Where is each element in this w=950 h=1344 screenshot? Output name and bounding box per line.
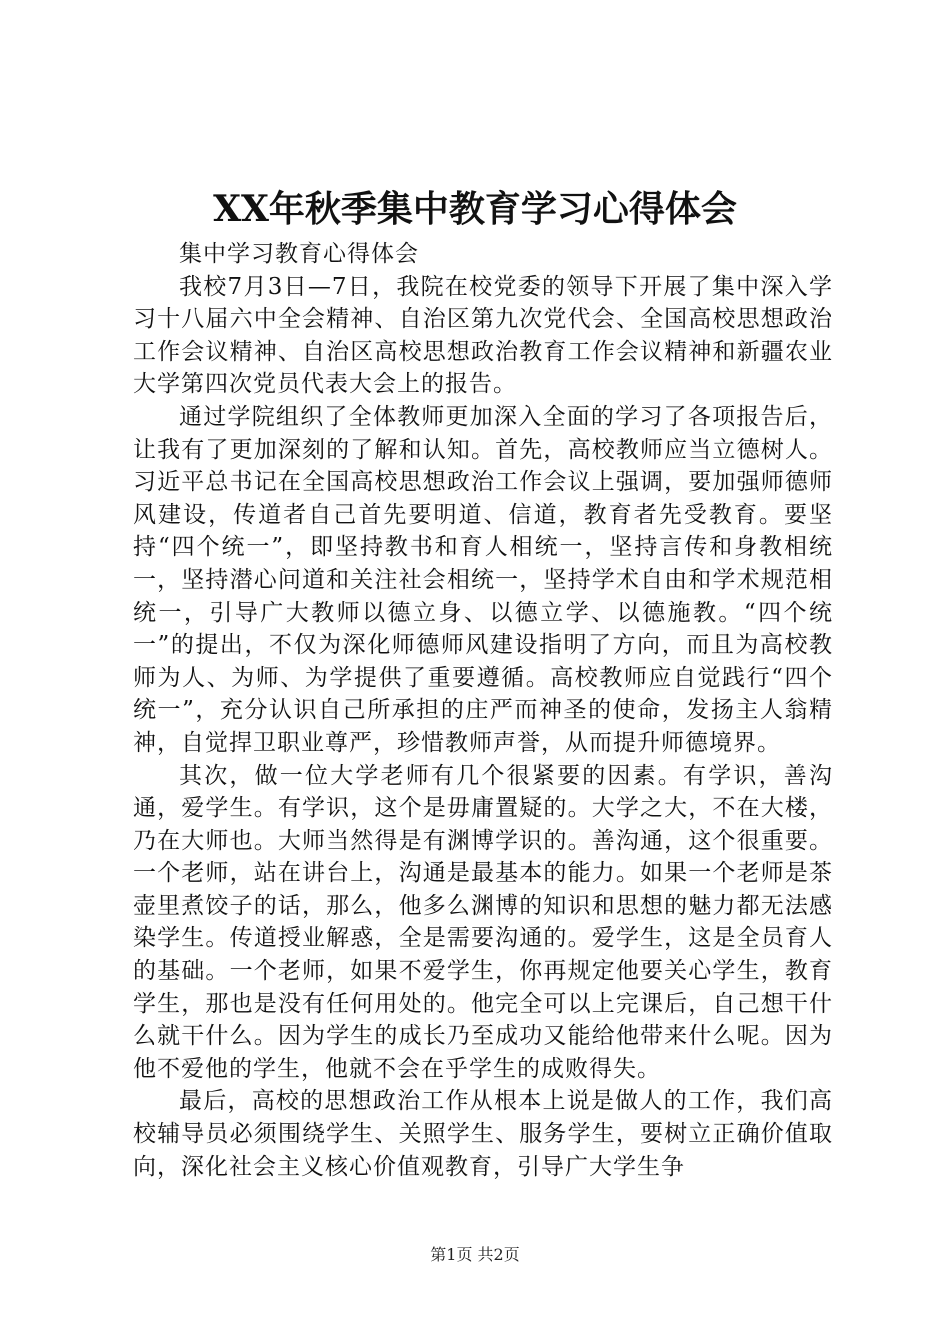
- document-body: [133, 238, 833, 1183]
- document-title: XX年秋季集中教育学习心得体会: [213, 188, 737, 230]
- paragraph-first-point: 通过学院组织了全体教师更加深入全面的学习了各项报告后，让我有了更加深刻的了解和认知。首先，高校教师应当立德树人。习近平总书记在全国高校思想政治工作会议上强调，要加强师德师风建设，传道者自己首先要明道、信道，教育者先受教育。要坚持“四个统一”，即坚持教书和育人相统一，坚持言传和身教相统一，坚持潜心问道和关注社会相统一，坚持学术自由和学术规范相统一，引导广大教师以德立身、以德立学、以德施教。“四个统一”的提出，不仅为深化师德师风建设指明了方向，而且为高校教师为人、为师、为学提供了重要遵循。高校教师应自觉践行“四个统一”，充分认识自己所承担的庄严而神圣的使命，发扬主人翁精神，自觉捍卫职业尊严，珍惜教师声誉，从而提升师德境界。: [133, 403, 833, 756]
- paragraph-second-point: 其次，做一位大学老师有几个很紧要的因素。有学识，善沟通，爱学生。有学识，这个是毋庸置疑的。大学之大，不在大楼，乃在大师也。大师当然得是有渊博学识的。善沟通，这个很重要。一个老师，站在讲台上，沟通是最基本的能力。如果一个老师是茶壶里煮饺子的话，那么，他多么渊博的知识和思想的魅力都无法感染学生。传道授业解惑，全是需要沟通的。爱学生，这是全员育人的基础。一个老师，如果不爱学生，你再规定他要关心学生，教育学生，那也是没有任何用处的。他完全可以上完课后，自己想干什么就干什么。因为学生的成长乃至成功又能给他带来什么呢。因为他不爱他的学生，他就不会在乎学生的成败得失。: [133, 762, 833, 1082]
- paragraph-intro: 我校7月3日—7日，我院在校党委的领导下开展了集中深入学习十八届六中全会精神、自治区第九次党代会、全国高校思想政治工作会议精神、自治区高校思想政治教育工作会议精神和新疆农业大学第四次党员代表大会上的报告。: [133, 273, 833, 398]
- paragraph-final-point: 最后，高校的思想政治工作从根本上说是做人的工作，我们高校辅导员必须围绕学生、关照学生、服务学生，要树立正确价值取向，深化社会主义核心价值观教育，引导广大学生争: [133, 1088, 833, 1180]
- page-number-footer: 第1页 共2页: [430, 1245, 520, 1264]
- paragraph-subtitle: 集中学习教育心得体会: [179, 241, 419, 267]
